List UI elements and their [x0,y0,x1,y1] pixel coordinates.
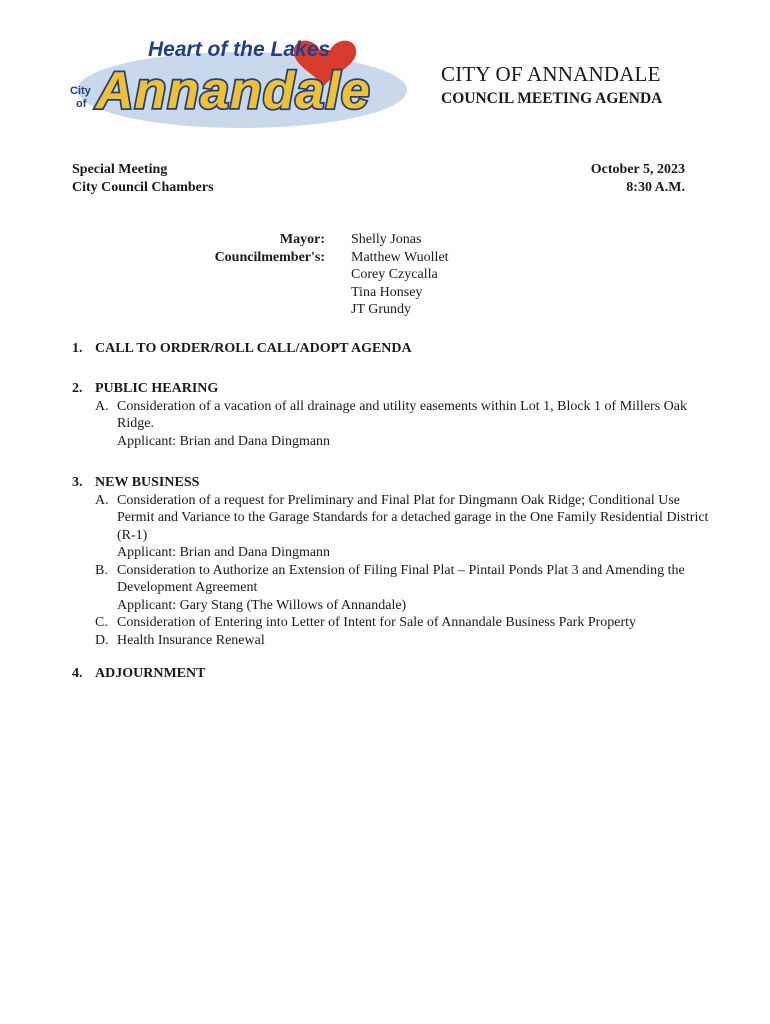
mayor-label: Mayor: [279,232,325,247]
member-name: Corey Czycalla [351,267,438,282]
roster-labels [160,231,325,267]
logo-name: Annandale [96,62,371,120]
item-letter: A. [95,398,109,414]
section-heading [72,665,712,683]
item-text: Consideration of a request for Preliminary and Final Plat for Dingmann Oak Ridge; Conditional Use Permit and Variance to the Garage Standards for a detached garage in the One Family Residential District (R-1) [117,492,709,543]
agenda-section-3 [72,474,712,649]
member-name: JT Grundy [351,302,412,317]
item-text: Health Insurance Renewal [117,632,265,648]
meeting-datetime [591,161,685,197]
member-name: Tina Honsey [351,284,423,300]
item-letter: A. [95,492,109,508]
item-letter: D. [95,632,109,648]
agenda-item [72,398,712,451]
meeting-date: October 5, 2023 [590,162,685,177]
section-heading [72,380,712,398]
meeting-location: City Council Chambers [72,180,214,195]
meeting-time: 8:30 A.M. [626,180,685,195]
section-number: 1. [72,341,83,356]
agenda-item [72,492,712,562]
agenda-item [72,632,712,650]
section-title: NEW BUSINESS [95,475,200,490]
council-label: Councilmember's: [214,250,325,265]
agenda-title: COUNCIL MEETING AGENDA [441,90,663,107]
city-title: CITY OF ANNANDALE [441,62,661,86]
section-items [72,398,712,451]
item-letter: C. [95,615,108,630]
agenda-section-4 [72,665,712,683]
item-text: Consideration of a vacation of all drainage and utility easements within Lot 1, Block 1 of Millers Oak Ridge. [117,398,687,431]
section-title: ADJOURNMENT [95,666,206,681]
agenda-item [72,614,712,632]
section-title: CALL TO ORDER/ROLL CALL/ADOPT AGENDA [95,341,412,356]
section-number: 2. [72,381,83,396]
agenda-section-2 [72,380,712,450]
member-name: Shelly Jonas [351,232,422,247]
roster-members [351,231,449,319]
section-heading [72,340,712,358]
section-number: 4. [72,666,83,681]
item-applicant: Applicant: Brian and Dana Dingmann [117,545,331,560]
meeting-type: Special Meeting [72,162,168,177]
logo-city-of: City of [70,85,91,110]
item-applicant: Applicant: Brian and Dana Dingmann [117,433,331,449]
meeting-info [72,161,214,197]
item-text: Consideration of Entering into Letter of Intent for Sale of Annandale Business Park Property [117,615,637,630]
annandale-logo [62,28,422,132]
agenda-section-1 [72,340,712,358]
item-letter: B. [95,562,108,578]
item-applicant: Applicant: Gary Stang (The Willows of Annandale) [117,597,407,613]
member-name: Matthew Wuollet [351,249,449,265]
section-heading [72,474,712,492]
section-items [72,492,712,650]
section-number: 3. [72,475,83,490]
logo-tagline: Heart of the Lakes [148,38,331,61]
agenda-item [72,562,712,615]
section-title: PUBLIC HEARING [95,381,219,396]
item-text: Consideration to Authorize an Extension of Filing Final Plat – Pintail Ponds Plat 3 and Amending the Development Agreement [117,562,685,595]
